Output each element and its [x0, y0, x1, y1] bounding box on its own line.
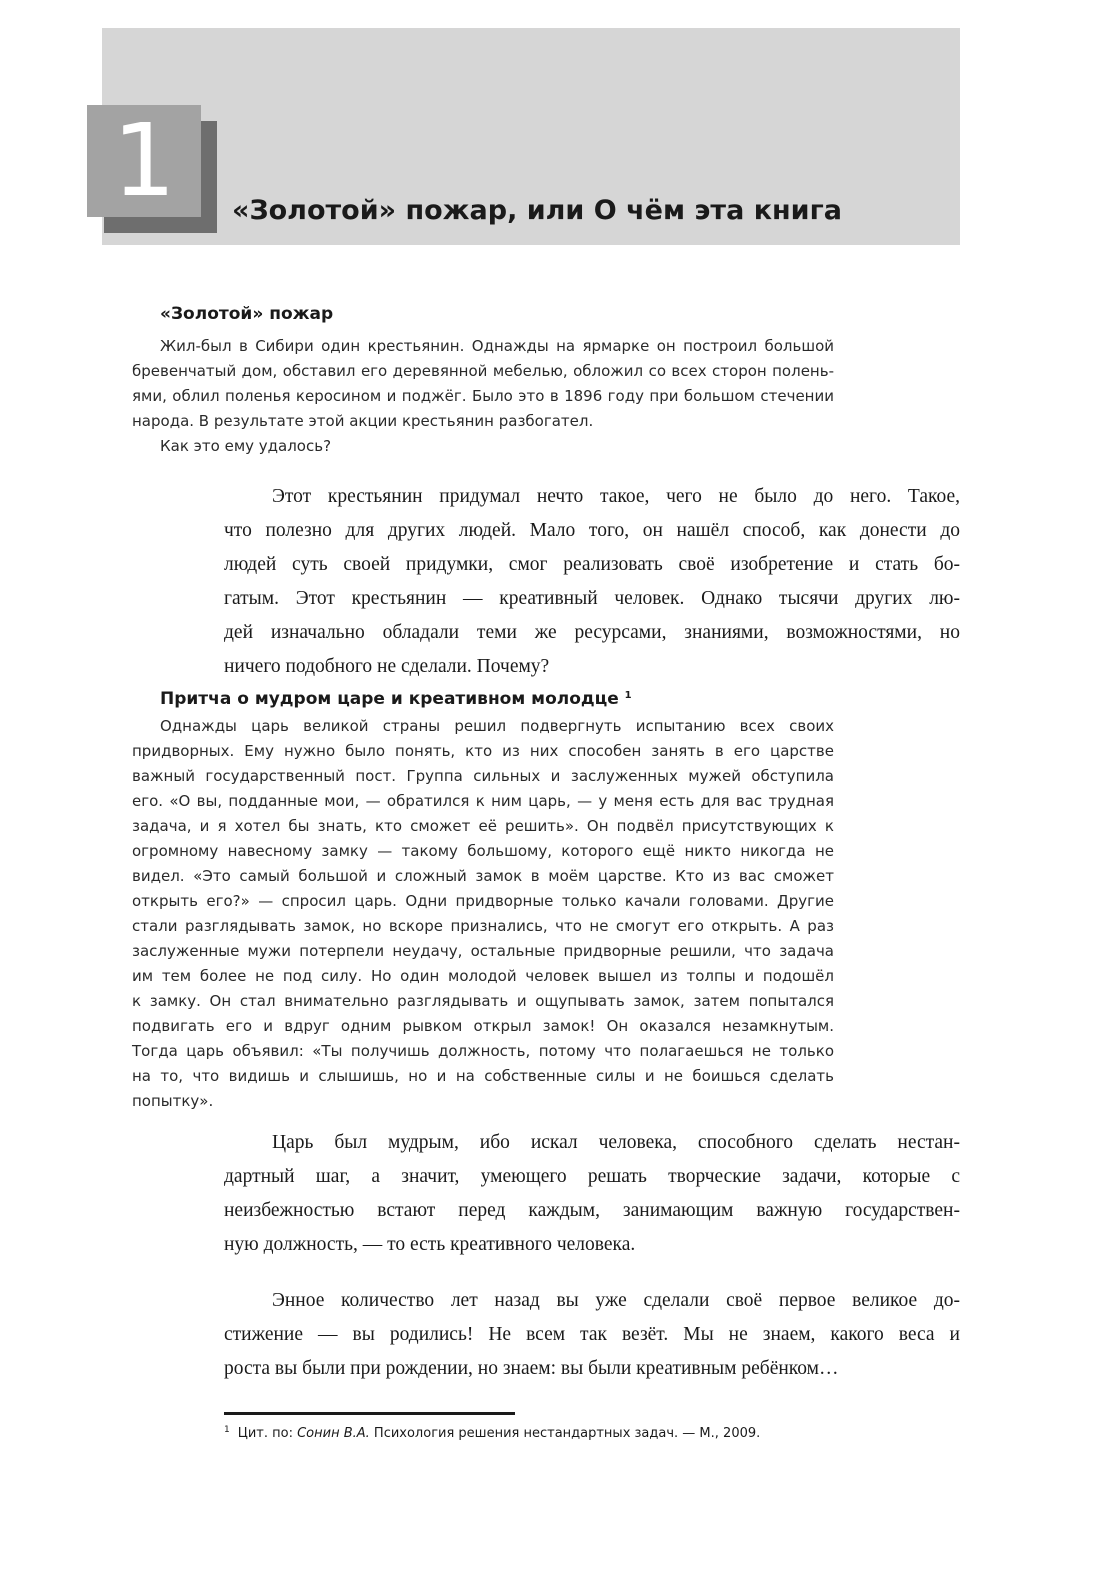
- text-line: заслуженные мужи потерпели неудачу, остальные придворные решили, что задача: [132, 942, 834, 960]
- section-heading-parable: [160, 684, 632, 711]
- text-line: задача, и я хотел бы знать, кто сможет её решить». Он подвёл присутствующих к: [132, 817, 834, 835]
- text-line: дартный шаг, а значит, умеющего решать творческие задачи, которые с: [224, 1166, 960, 1187]
- text-line: Тогда царь объявил: «Ты получишь должность, потому что полагаешься не только: [132, 1042, 834, 1060]
- text-line: роста вы были при рождении, но знаем: вы были креативным ребёнком…: [224, 1358, 839, 1379]
- text-line: его. «О вы, подданные мои, — обратился к ним царь, — у меня есть для вас трудная: [132, 792, 834, 810]
- text-line: к замку. Он стал внимательно разглядывать и ощупывать замок, затем попытался: [132, 992, 834, 1010]
- text-line: Энное количество лет назад вы уже сделали своё первое великое до-: [272, 1290, 960, 1311]
- text-line: огромному навесному замку — такому большому, которого ещё никто никогда не: [132, 842, 834, 860]
- footnote-number: 1: [224, 1425, 230, 1435]
- text-line: на то, что видишь и слышишь, но и на собственные силы и не боишься сделать: [132, 1067, 834, 1085]
- footnote-prefix: Цит. по:: [237, 1426, 298, 1441]
- section-heading-golden-fire: [160, 302, 333, 326]
- text-line: ями, облил поленья керосином и поджёг. Было это в 1896 году при большом стечении: [132, 387, 834, 405]
- text-line: людей суть своей придумки, смог реализовать своё изобретение и стать бо-: [224, 554, 960, 575]
- section-heading-text: Притча о мудром царе и креативном молодце: [160, 689, 619, 709]
- text-line: подвигать его и вдруг одним рывком открыл замок! Он оказался незамкнутым.: [132, 1017, 834, 1035]
- footnote: [224, 1420, 760, 1444]
- footnote-author: Сонин В.А.: [297, 1426, 370, 1441]
- text-line: дей изначально обладали теми же ресурсами, знаниями, возможностями, но: [224, 622, 960, 643]
- text-line: Царь был мудрым, ибо искал человека, способного сделать нестан-: [272, 1132, 960, 1153]
- text-line: что полезно для других людей. Мало того, он нашёл способ, как донести до: [224, 520, 960, 541]
- commentary-paragraph-1: [224, 480, 960, 684]
- text-line: бревенчатый дом, обставил его деревянной мебелью, обложил со всех сторон полень-: [132, 362, 834, 380]
- section-heading-text: «Золотой» пожар: [160, 304, 334, 324]
- text-line: стали разглядывать замок, но вскоре признались, что не смогут его открыть. А раз: [132, 917, 834, 935]
- footnote-reference[interactable]: 1: [624, 690, 632, 701]
- text-line: важный государственный пост. Группа сильных и заслуженных мужей обступила: [132, 767, 834, 785]
- text-line: придворных. Ему нужно было понять, кто из них способен занять в его царстве: [132, 742, 834, 760]
- text-line: ную должность, — то есть креативного человека.: [224, 1234, 636, 1255]
- text-line: попытку».: [132, 1092, 214, 1110]
- text-line: народа. В результате этой акции крестьянин разбогател.: [132, 412, 594, 430]
- text-line: гатым. Этот крестьянин — креативный человек. Однако тысячи других лю-: [224, 588, 960, 609]
- text-line: Жил-был в Сибири один крестьянин. Однажды на ярмарке он построил большой: [160, 337, 834, 355]
- text-line: стижение — вы родились! Не всем так везёт. Мы не знаем, какого веса и: [224, 1324, 960, 1345]
- text-line: открыть его?» — спросил царь. Одни придворные только качали головами. Другие: [132, 892, 834, 910]
- commentary-paragraph-2: [224, 1126, 960, 1262]
- text-line: Как это ему удалось?: [160, 437, 332, 455]
- text-line: Однажды царь великой страны решил подвергнуть испытанию всех своих: [160, 717, 834, 735]
- text-line: им тем более не под силу. Но один молодой человек вышел из толпы и подошёл: [132, 967, 834, 985]
- commentary-paragraph-3: [224, 1284, 960, 1386]
- story-golden-fire: [132, 334, 834, 459]
- text-line: ничего подобного не сделали. Почему?: [224, 656, 550, 677]
- parable-text: [132, 714, 834, 1114]
- footnote-divider: [224, 1412, 515, 1415]
- text-line: видел. «Это самый большой и сложный замок в моём царстве. Кто из вас сможет: [132, 867, 834, 885]
- text-line: неизбежностью встают перед каждым, занимающим важную государствен-: [224, 1200, 960, 1221]
- chapter-title: «Золотой» пожар, или О чём эта книга: [232, 195, 842, 226]
- chapter-number: 1: [87, 105, 201, 217]
- text-line: Этот крестьянин придумал нечто такое, чего не было до него. Такое,: [272, 486, 960, 507]
- footnote-source: Психология решения нестандартных задач. — М., 2009.: [369, 1426, 761, 1441]
